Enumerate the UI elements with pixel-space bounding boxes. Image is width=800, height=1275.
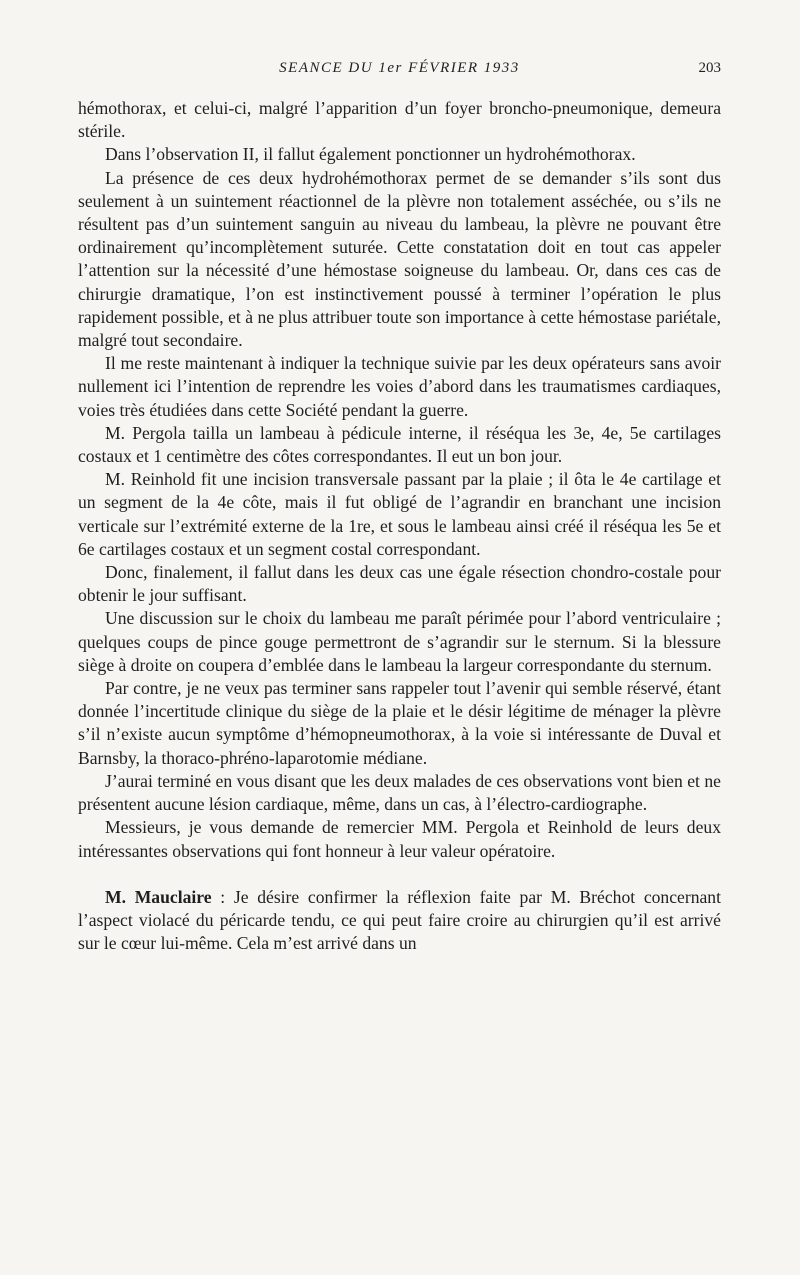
paragraph: Il me reste maintenant à indiquer la technique suivie par les deux opérateurs sans avoir nullement ici l’intention de reprendre les voies d’abord dans les traumatismes cardiaques, voies très étudiées dans cette Société pendant la guerre. [78, 353, 721, 420]
running-header [78, 60, 721, 84]
paragraph: Par contre, je ne veux pas terminer sans rappeler tout l’avenir qui semble réservé, étant donnée l’incertitude clinique du siège de la plaie et le désir légitime de ménager la plèvre s’il n’existe aucun symptôme d’hémopneumothorax, à la voie si intéressante de Duval et Barnsby, la thoraco-phréno-laparotomie médiane. [78, 678, 721, 768]
paragraph: Une discussion sur le choix du lambeau me paraît périmée pour l’abord ventriculaire ; quelques coups de pince gouge permettront de s’agrandir sur le sternum. Si la blessure siège à droite on coupera d’emblée dans le lambeau la largeur correspondante du sternum. [78, 608, 721, 675]
speaker-name: M. Mauclaire [105, 886, 212, 907]
paragraph-continuation: hémothorax, et celui-ci, malgré l’apparition d’un foyer broncho-pneumonique, demeura stérile. [78, 98, 721, 142]
page-number: 203 [698, 60, 721, 76]
paragraph: M. Reinhold fit une incision transversale passant par la plaie ; il ôta le 4e cartilage et un segment de la 4e côte, mais il fut obligé de l’agrandir en branchant une incision verticale sur l’extrémité externe de la 1re, et sous le lambeau ainsi créé il réséqua les 5e et 6e cartilages costaux et un segment costal correspondant. [78, 469, 721, 559]
paragraph: M. Pergola tailla un lambeau à pédicule interne, il réséqua les 3e, 4e, 5e cartilages costaux et 1 centimètre des côtes correspondantes. Il eut un bon jour. [78, 422, 721, 467]
paragraph: Dans l’observation II, il fallut également ponctionner un hydrohémothorax. [105, 144, 636, 165]
paragraph: Messieurs, je vous demande de remercier MM. Pergola et Reinhold de leurs deux intéressantes observations qui font honneur à leur valeur opératoire. [78, 817, 721, 861]
paragraph-mauclaire [78, 886, 721, 956]
body-text [78, 97, 721, 955]
speaker-text: : Je désire confirmer la réflexion faite par M. Bréchot concernant l’aspect violacé du péricarde tendu, ce qui peut faire croire au chirurgien qu’il est arrivé sur le cœur lui-même. Cela m’est arrivé dans un [78, 886, 721, 954]
running-title: SEANCE DU 1er FÉVRIER 1933 [279, 60, 520, 76]
paragraph: Donc, finalement, il fallut dans les deux cas une égale résection chondro-costale pour obtenir le jour suffisant. [78, 562, 721, 606]
paragraph: La présence de ces deux hydrohémothorax permet de se demander s’ils sont dus seulement à un suintement réactionnel de la plèvre non totalement asséchée, ou s’ils ne résultent pas d’un suintement sanguin au niveau du lambeau, la plèvre ne pouvant être ordinairement qu’incomplètement suturée. Cette constatation doit en tout cas appeler l’attention sur la nécessité d’une hémostase soigneuse du lambeau. Or, dans ces cas de chirurgie dramatique, l’on est instinctivement poussé à terminer l’opération le plus rapidement possible, et à ne plus attribuer toute son importance à cette hémostase pariétale, malgré tout secondaire. [78, 167, 721, 351]
paragraph: J’aurai terminé en vous disant que les deux malades de ces observations vont bien et ne présentent aucune lésion cardiaque, même, dans un cas, à l’électro-cardiographe. [78, 770, 721, 815]
